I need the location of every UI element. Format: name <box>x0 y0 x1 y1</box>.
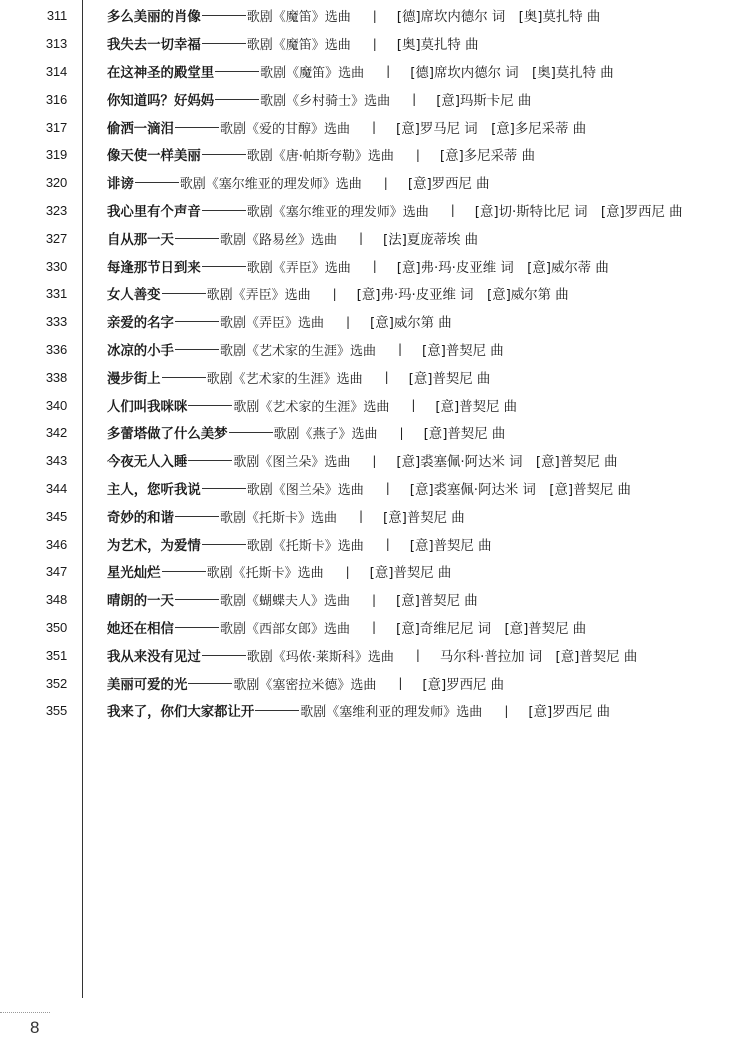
entry-body <box>107 423 505 442</box>
page-ref-number: 330 <box>45 258 67 274</box>
entry-body <box>107 118 586 137</box>
separator-bar: | <box>372 36 377 51</box>
page-ref-number: 316 <box>45 91 67 107</box>
em-dash <box>202 154 246 155</box>
list-item <box>0 224 730 252</box>
page-number: 8 <box>30 1018 40 1037</box>
entry-body <box>107 535 491 554</box>
separator-bar: | <box>345 314 351 329</box>
entry-body <box>107 646 637 665</box>
separator-bar: | <box>412 92 417 107</box>
credits: [意]普契尼 曲 <box>423 427 506 443</box>
separator-bar: | <box>399 425 404 440</box>
separator-bar: | <box>372 453 377 468</box>
opera-source: 歌剧《西部女郎》选曲 <box>219 621 350 637</box>
em-dash <box>188 683 232 684</box>
credits: [德]席坎内德尔 词 [奥]莫扎特 曲 <box>396 10 601 26</box>
entry-body <box>107 173 490 192</box>
credits: [意]普契尼 曲 <box>396 594 478 610</box>
list-item <box>0 197 730 225</box>
entry-body <box>107 90 531 109</box>
opera-source: 歌剧《魔笛》选曲 <box>260 65 365 81</box>
em-dash <box>162 571 206 572</box>
song-title: 晴朗的一天 <box>107 594 174 610</box>
separator-bar: | <box>411 398 416 413</box>
list-item <box>0 280 730 308</box>
separator-bar: | <box>398 676 403 691</box>
credits: [意]裘塞佩·阿达米 词 [意]普契尼 曲 <box>409 482 631 498</box>
page-ref-number: 313 <box>45 36 67 52</box>
song-title: 我心里有个声音 <box>107 204 201 220</box>
list-item <box>0 308 730 336</box>
page-ref-number: 342 <box>45 425 67 441</box>
credits: [意]普契尼 曲 <box>383 510 465 526</box>
separator-bar: | <box>450 203 455 218</box>
em-dash <box>229 432 273 433</box>
song-title: 人们叫我咪咪 <box>107 399 188 415</box>
list-item <box>0 336 730 364</box>
list-item <box>0 169 730 197</box>
entry-body <box>107 201 683 220</box>
list-item <box>0 85 730 113</box>
page-ref-number: 319 <box>45 147 67 163</box>
song-title: 漫步街上 <box>107 371 161 387</box>
page-ref-number: 323 <box>45 202 67 218</box>
entry-body <box>107 451 618 470</box>
opera-source: 歌剧《魔笛》选曲 <box>246 38 351 54</box>
opera-source: 歌剧《燕子》选曲 <box>273 427 378 443</box>
credits: [意]裘塞佩·阿达米 词 [意]普契尼 曲 <box>396 455 618 471</box>
separator-bar: | <box>415 648 420 663</box>
credits: [意]普契尼 曲 <box>435 399 518 415</box>
opera-source: 歌剧《塞尔维亚的理发师》选曲 <box>179 177 362 193</box>
page-ref-number: 340 <box>45 397 67 413</box>
opera-source: 歌剧《弄臣》选曲 <box>246 260 351 276</box>
em-dash <box>255 710 299 711</box>
entry-body <box>107 340 504 359</box>
page-ref-number: 336 <box>45 341 67 357</box>
song-title: 亲爱的名字 <box>107 316 174 332</box>
separator-bar: | <box>385 481 390 496</box>
credits: [意]切·斯特比尼 词 [意]罗西尼 曲 <box>474 204 683 220</box>
page-ref-number: 327 <box>45 230 67 246</box>
em-dash <box>135 182 179 183</box>
list-item <box>0 586 730 614</box>
song-title: 在这神圣的殿堂里 <box>107 65 215 81</box>
list-item <box>0 391 730 419</box>
credits: [意]奇维尼尼 词 [意]普契尼 曲 <box>396 621 587 637</box>
list-item <box>0 363 730 391</box>
page-ref-number: 348 <box>45 592 67 608</box>
song-title: 星光灿烂 <box>107 566 161 582</box>
credits: [意]罗马尼 词 [意]多尼采蒂 曲 <box>396 121 587 137</box>
credits: [意]普契尼 曲 <box>408 371 491 387</box>
credits: [意]多尼采蒂 曲 <box>439 149 535 165</box>
credits: [德]席坎内德尔 词 [奥]莫扎特 曲 <box>410 65 614 81</box>
song-title: 偷洒一滴泪 <box>107 121 174 137</box>
page-ref-number: 331 <box>45 286 67 302</box>
credits: [意]罗西尼 曲 <box>422 677 505 693</box>
opera-source: 歌剧《托斯卡》选曲 <box>206 566 324 582</box>
em-dash <box>175 321 219 322</box>
entry-body <box>107 6 600 25</box>
page-ref-number: 346 <box>45 536 67 552</box>
em-dash <box>215 71 259 72</box>
song-title: 多么美丽的肖像 <box>107 10 201 26</box>
song-title: 为艺术，为爱情 <box>107 538 201 554</box>
opera-source: 歌剧《塞尔维亚的理发师》选曲 <box>246 204 429 220</box>
separator-bar: | <box>372 8 377 23</box>
page-ref-number: 314 <box>45 63 67 79</box>
opera-source: 歌剧《艺术家的生涯》选曲 <box>219 343 376 359</box>
opera-source: 歌剧《唐·帕斯夸勒》选曲 <box>246 149 394 165</box>
page-ref-number: 338 <box>45 369 67 385</box>
em-dash <box>175 349 219 350</box>
page-ref-number: 352 <box>45 675 67 691</box>
list-item <box>0 141 730 169</box>
opera-source: 歌剧《玛侬·莱斯科》选曲 <box>246 649 394 665</box>
entry-body <box>107 562 451 581</box>
list-item <box>0 447 730 475</box>
credits: [意]普契尼 曲 <box>409 538 492 554</box>
separator-bar: | <box>358 231 364 246</box>
song-title: 冰凉的小手 <box>107 343 174 359</box>
page-ref-number: 344 <box>45 480 67 496</box>
opera-source: 歌剧《魔笛》选曲 <box>246 10 351 26</box>
entry-body <box>107 145 535 164</box>
entry-body <box>107 396 517 415</box>
list-item <box>0 641 730 669</box>
footer-dotted-line <box>0 1012 50 1013</box>
credits: [意]罗西尼 曲 <box>528 705 611 721</box>
song-title: 多蕾塔做了什么美梦 <box>107 427 228 443</box>
em-dash <box>162 293 206 294</box>
opera-source: 歌剧《塞密拉米德》选曲 <box>233 677 377 693</box>
entry-body <box>107 257 609 276</box>
entry-body <box>107 312 452 331</box>
em-dash <box>215 99 259 100</box>
credits: [意]玛斯卡尼 曲 <box>436 93 532 109</box>
page-ref-number: 347 <box>45 564 67 580</box>
separator-bar: | <box>384 370 389 385</box>
entry-body <box>107 674 504 693</box>
song-title: 我来了，你们大家都让开 <box>107 705 255 721</box>
separator-bar: | <box>372 259 377 274</box>
em-dash <box>202 544 246 545</box>
separator-bar: | <box>386 64 391 79</box>
em-dash <box>175 516 219 517</box>
entry-body <box>107 701 610 720</box>
em-dash <box>175 599 219 600</box>
opera-source: 歌剧《路易丝》选曲 <box>219 232 337 248</box>
list-item <box>0 502 730 530</box>
song-title: 我失去一切幸福 <box>107 38 201 54</box>
separator-bar: | <box>415 147 420 162</box>
entry-body <box>107 590 478 609</box>
opera-source: 歌剧《艺术家的生涯》选曲 <box>233 399 390 415</box>
credits: [法]夏庞蒂埃 曲 <box>383 232 479 248</box>
separator-bar: | <box>358 509 364 524</box>
em-dash <box>175 127 219 128</box>
credits: [奥]莫扎特 曲 <box>396 38 479 54</box>
em-dash <box>162 377 206 378</box>
song-title: 像天使一样美丽 <box>107 149 201 165</box>
em-dash <box>202 266 246 267</box>
page-ref-number: 343 <box>45 453 67 469</box>
page-ref-number: 350 <box>45 619 67 635</box>
page-ref-number: 333 <box>45 314 67 330</box>
page-ref-number: 351 <box>45 647 67 663</box>
page-ref-number: 320 <box>45 175 67 191</box>
list-item <box>0 2 730 30</box>
opera-source: 歌剧《爱的甘醇》选曲 <box>219 121 350 137</box>
list-item <box>0 669 730 697</box>
contents-list <box>0 2 730 725</box>
opera-source: 歌剧《弄臣》选曲 <box>219 316 324 332</box>
em-dash <box>202 655 246 656</box>
opera-source: 歌剧《乡村骑士》选曲 <box>260 93 391 109</box>
separator-bar: | <box>332 286 337 301</box>
entry-body <box>107 229 478 248</box>
song-title: 她还在相信 <box>107 621 174 637</box>
list-item <box>0 58 730 86</box>
page-ref-number: 355 <box>45 703 67 719</box>
entry-body <box>107 618 586 637</box>
credits: [意]弗·玛·皮亚维 词 [意]威尔第 曲 <box>356 288 569 304</box>
list-item <box>0 697 730 725</box>
entry-body <box>107 507 465 526</box>
opera-source: 歌剧《弄臣》选曲 <box>206 288 311 304</box>
page-ref-number: 311 <box>46 8 67 24</box>
song-title: 主人，您听我说 <box>107 482 201 498</box>
song-title: 今夜无人入睡 <box>107 455 188 471</box>
credits: [意]普契尼 曲 <box>422 343 504 359</box>
opera-source: 歌剧《图兰朵》选曲 <box>233 455 351 471</box>
opera-source: 歌剧《蝴蝶夫人》选曲 <box>219 594 350 610</box>
entry-body <box>107 62 614 81</box>
separator-bar: | <box>504 703 509 718</box>
opera-source: 歌剧《图兰朵》选曲 <box>246 482 364 498</box>
em-dash <box>188 460 232 461</box>
song-title: 自从那一天 <box>107 232 174 248</box>
credits: [意]弗·玛·皮亚维 词 [意]威尔蒂 曲 <box>396 260 609 276</box>
list-item <box>0 530 730 558</box>
entry-body <box>107 479 631 498</box>
list-item <box>0 614 730 642</box>
page-ref-number: 345 <box>45 508 67 524</box>
separator-bar: | <box>371 120 377 135</box>
credits: [意]威尔第 曲 <box>370 316 452 332</box>
separator-bar: | <box>397 342 403 357</box>
song-title: 每逢那节日到来 <box>107 260 201 276</box>
list-item <box>0 558 730 586</box>
em-dash <box>188 405 232 406</box>
song-title: 女人善变 <box>107 288 161 304</box>
separator-bar: | <box>345 564 350 579</box>
song-title: 诽谤 <box>107 177 134 193</box>
em-dash <box>202 488 246 489</box>
credits: [意]普契尼 曲 <box>369 566 452 582</box>
list-item <box>0 419 730 447</box>
separator-bar: | <box>371 620 377 635</box>
em-dash <box>175 627 219 628</box>
list-item <box>0 475 730 503</box>
opera-source: 歌剧《托斯卡》选曲 <box>219 510 337 526</box>
entry-body <box>107 284 569 303</box>
credits: [意]罗西尼 曲 <box>407 177 490 193</box>
em-dash <box>202 15 246 16</box>
song-title: 你知道吗？好妈妈 <box>107 93 215 109</box>
entry-body <box>107 34 478 53</box>
em-dash <box>202 43 246 44</box>
entry-body <box>107 368 490 387</box>
em-dash <box>175 238 219 239</box>
separator-bar: | <box>383 175 388 190</box>
credits: 马尔科·普拉加 词 [意]普契尼 曲 <box>439 649 638 665</box>
song-title: 奇妙的和谐 <box>107 510 174 526</box>
separator-bar: | <box>371 592 377 607</box>
list-item <box>0 113 730 141</box>
song-title: 美丽可爱的光 <box>107 677 188 693</box>
song-title: 我从来没有见过 <box>107 649 201 665</box>
separator-bar: | <box>385 537 390 552</box>
opera-source: 歌剧《塞维利亚的理发师》选曲 <box>300 705 483 721</box>
em-dash <box>202 210 246 211</box>
opera-source: 歌剧《艺术家的生涯》选曲 <box>206 371 363 387</box>
opera-source: 歌剧《托斯卡》选曲 <box>246 538 364 554</box>
page-ref-number: 317 <box>45 119 67 135</box>
list-item <box>0 252 730 280</box>
list-item <box>0 30 730 58</box>
